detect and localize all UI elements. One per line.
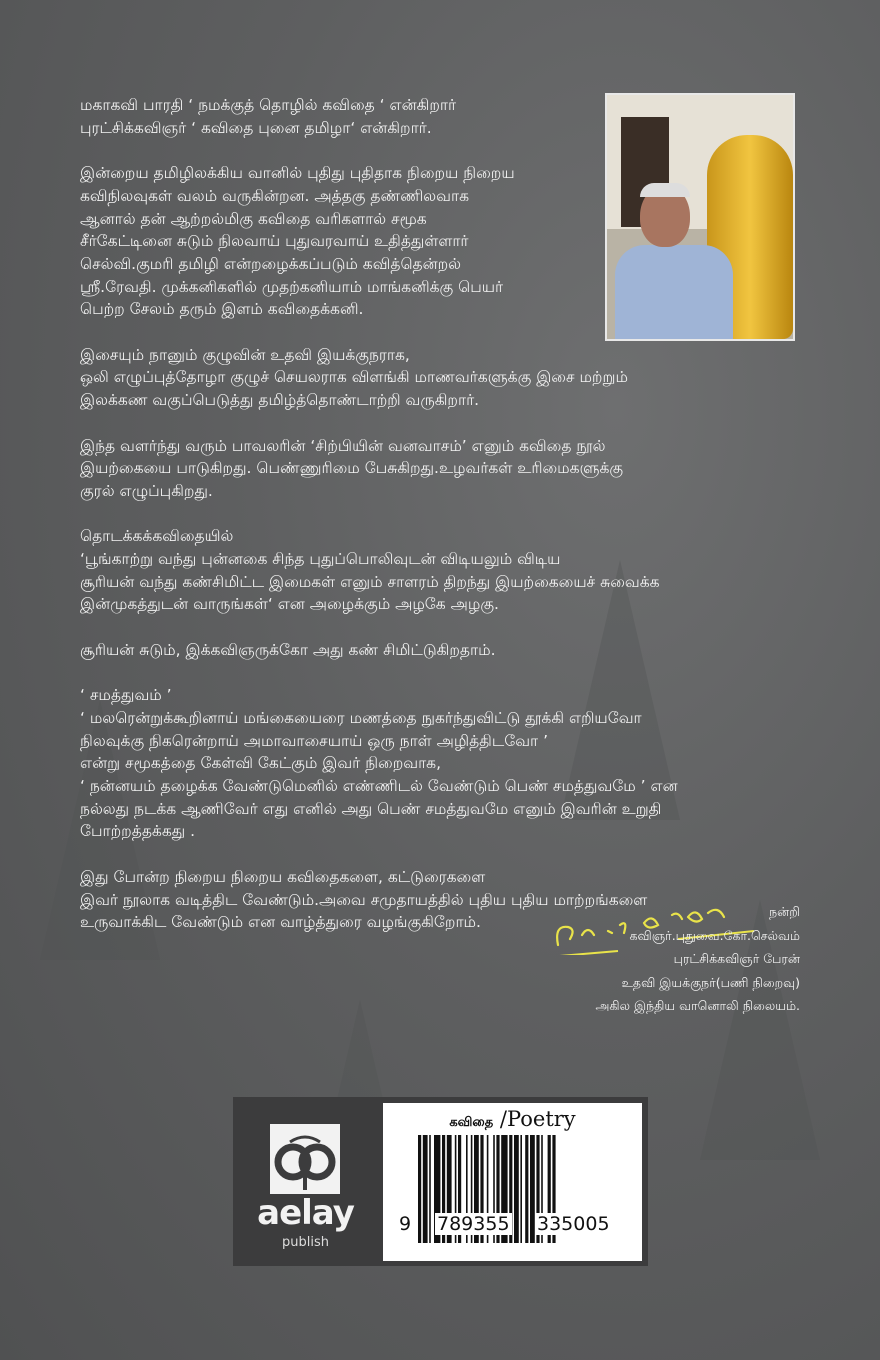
text-line: இவர் நூலாக வடித்திட வேண்டும்.அவை சமுதாயத்தில் புதிய புதிய மாற்றங்களை — [80, 890, 648, 909]
text-line: பெற்ற சேலம் தரும் இளம் கவிதைக்கனி. — [80, 300, 364, 319]
text-line: புரட்சிக்கவிஞர் ‘ கவிதை புனை தமிழா‘ என்கிறார். — [80, 118, 432, 137]
text-line: உருவாக்கிட வேண்டும் என வாழ்த்துரை வழங்குகிறோம். — [80, 913, 481, 932]
text-line: இயற்கையை பாடுகிறது. பெண்ணுரிமை பேசுகிறது.உழவர்கள் உரிமைகளுக்கு — [80, 459, 624, 478]
isbn-right-digits: 335005 — [537, 1213, 610, 1235]
text-line: மகாகவி பாரதி ‘ நமக்குத் தொழில் கவிதை ‘ என்கிறார் — [80, 96, 457, 114]
text-line: குரல் எழுப்புகிறது. — [80, 481, 213, 500]
barcode-bar — [514, 1135, 519, 1243]
text-line: ‘ நன்னயம் தழைக்க வேண்டுமெனில் எண்ணிடல் வேண்டும் பெண் சமத்துவமே ’ என — [80, 777, 678, 795]
paragraph — [80, 684, 810, 843]
text-line: சீர்கேட்டினை சுடும் நிலவாய் புதுவரவாய் உதித்துள்ளார் — [80, 232, 469, 251]
barcode-bar — [418, 1135, 421, 1243]
paragraph — [80, 639, 810, 662]
text-line: ஸ்ரீ.ரேவதி. முக்கனிகளில் முதற்கனியாம் மாங்கனிக்கு பெயர் — [80, 277, 504, 296]
credit-name: கவிஞர்.புதுவை.கோ.செல்வம் — [629, 927, 800, 943]
isbn-lead-digit: 9 — [399, 1213, 412, 1235]
text-line: தொடக்கக்கவிதையில் — [80, 527, 234, 546]
barcode-bar — [429, 1135, 431, 1243]
text-line: செல்வி.குமரி தமிழி என்றழைக்கப்படும் கவித்தென்றல் — [80, 254, 462, 273]
text-line: என்று சமூகத்தை கேள்வி கேட்கும் இவர் நிறைவாக, — [80, 754, 442, 773]
publisher-name: aelay — [257, 1193, 354, 1233]
text-line: ‘ சமத்துவம் ’ — [80, 686, 172, 705]
text-line: ஒலி எழுப்புத்தோழா குழுச் செயலராக விளங்கி மாணவர்களுக்கு இசை மற்றும் — [80, 368, 628, 387]
text-line: இன்றைய தமிழிலக்கிய வானில் புதிது புதிதாக நிறைய நிறைய — [80, 164, 515, 183]
paragraph — [80, 435, 810, 503]
credit-thanks: நன்றி — [769, 904, 800, 919]
barcode-bar — [525, 1135, 528, 1243]
text-line: சூரியன் சுடும், இக்கவிஞருக்கோ அது கண் சிமிட்டுகிறதாம். — [80, 640, 496, 659]
credit-org: அகில இந்திய வானொலி நிலையம். — [595, 998, 800, 1013]
credit-relation: புரட்சிக்கவிஞர் பேரன் — [673, 951, 800, 966]
text-line: சூரியன் வந்து கண்சிமிட்ட இமைகள் எனும் சாளரம் திறந்து இயற்கையைச் சுவைக்க — [80, 572, 660, 591]
text-line: இசையும் நானும் குழுவின் உதவி இயக்குநராக, — [80, 345, 410, 364]
barcode-panel — [233, 1097, 648, 1266]
text-line: இன்முகத்துடன் வாருங்கள்‘ என அழைக்கும் அழகே அழகு. — [80, 595, 499, 614]
author-photo — [605, 93, 795, 341]
publisher-sub: publish — [282, 1235, 329, 1250]
category-label: கவிதை /Poetry — [449, 1107, 576, 1131]
paragraph — [80, 525, 810, 616]
text-line: கவிநிலவுகள் வலம் வருகின்றன. அத்தகு தண்ணிலவாக — [80, 186, 469, 205]
text-line: ‘பூங்காற்று வந்து புன்னகை சிந்த புதுப்பொலிவுடன் விடியலும் விடிய — [80, 550, 561, 568]
text-line: ‘ மலரென்றுக்கூறினாய் மங்கையைரை மணத்தை நுகர்ந்துவிட்டு தூக்கி எறியவோ — [80, 708, 642, 727]
barcode-bar — [520, 1135, 522, 1243]
text-line: நல்லது நடக்க ஆணிவேர் எது எனில் அது பெண் சமத்துவமே எனும் இவரின் உறுதி — [80, 799, 662, 818]
text-line: இது போன்ற நிறைய நிறைய கவிதைகளை, கட்டுரைகளை — [80, 867, 486, 886]
publisher-logo-icon — [270, 1124, 340, 1194]
text-line: போற்றத்தக்கது . — [80, 822, 196, 841]
isbn-label — [383, 1103, 642, 1261]
text-line: ஆனால் தன் ஆற்றல்மிகு கவிதை வரிகளால் சமூக — [80, 209, 427, 228]
credits-block — [596, 900, 800, 1018]
text-line: நிலவுக்கு நிகரென்றாய் அமாவாசையாய் ஒரு நாள் அழித்திடவோ ’ — [80, 731, 549, 750]
isbn-left-digits: 789355 — [437, 1213, 510, 1235]
paragraph — [80, 344, 810, 412]
barcode-bar — [423, 1135, 428, 1243]
text-line: இலக்கண வகுப்பெடுத்து தமிழ்த்தொண்டாற்றி வருகிறார். — [80, 391, 480, 410]
credit-role: உதவி இயக்குநர்(பணி நிறைவு) — [621, 974, 800, 990]
text-line: இந்த வளர்ந்து வரும் பாவலரின் ‘சிற்பியின் வனவாசம்’ எனும் கவிதை நூல் — [80, 436, 606, 455]
